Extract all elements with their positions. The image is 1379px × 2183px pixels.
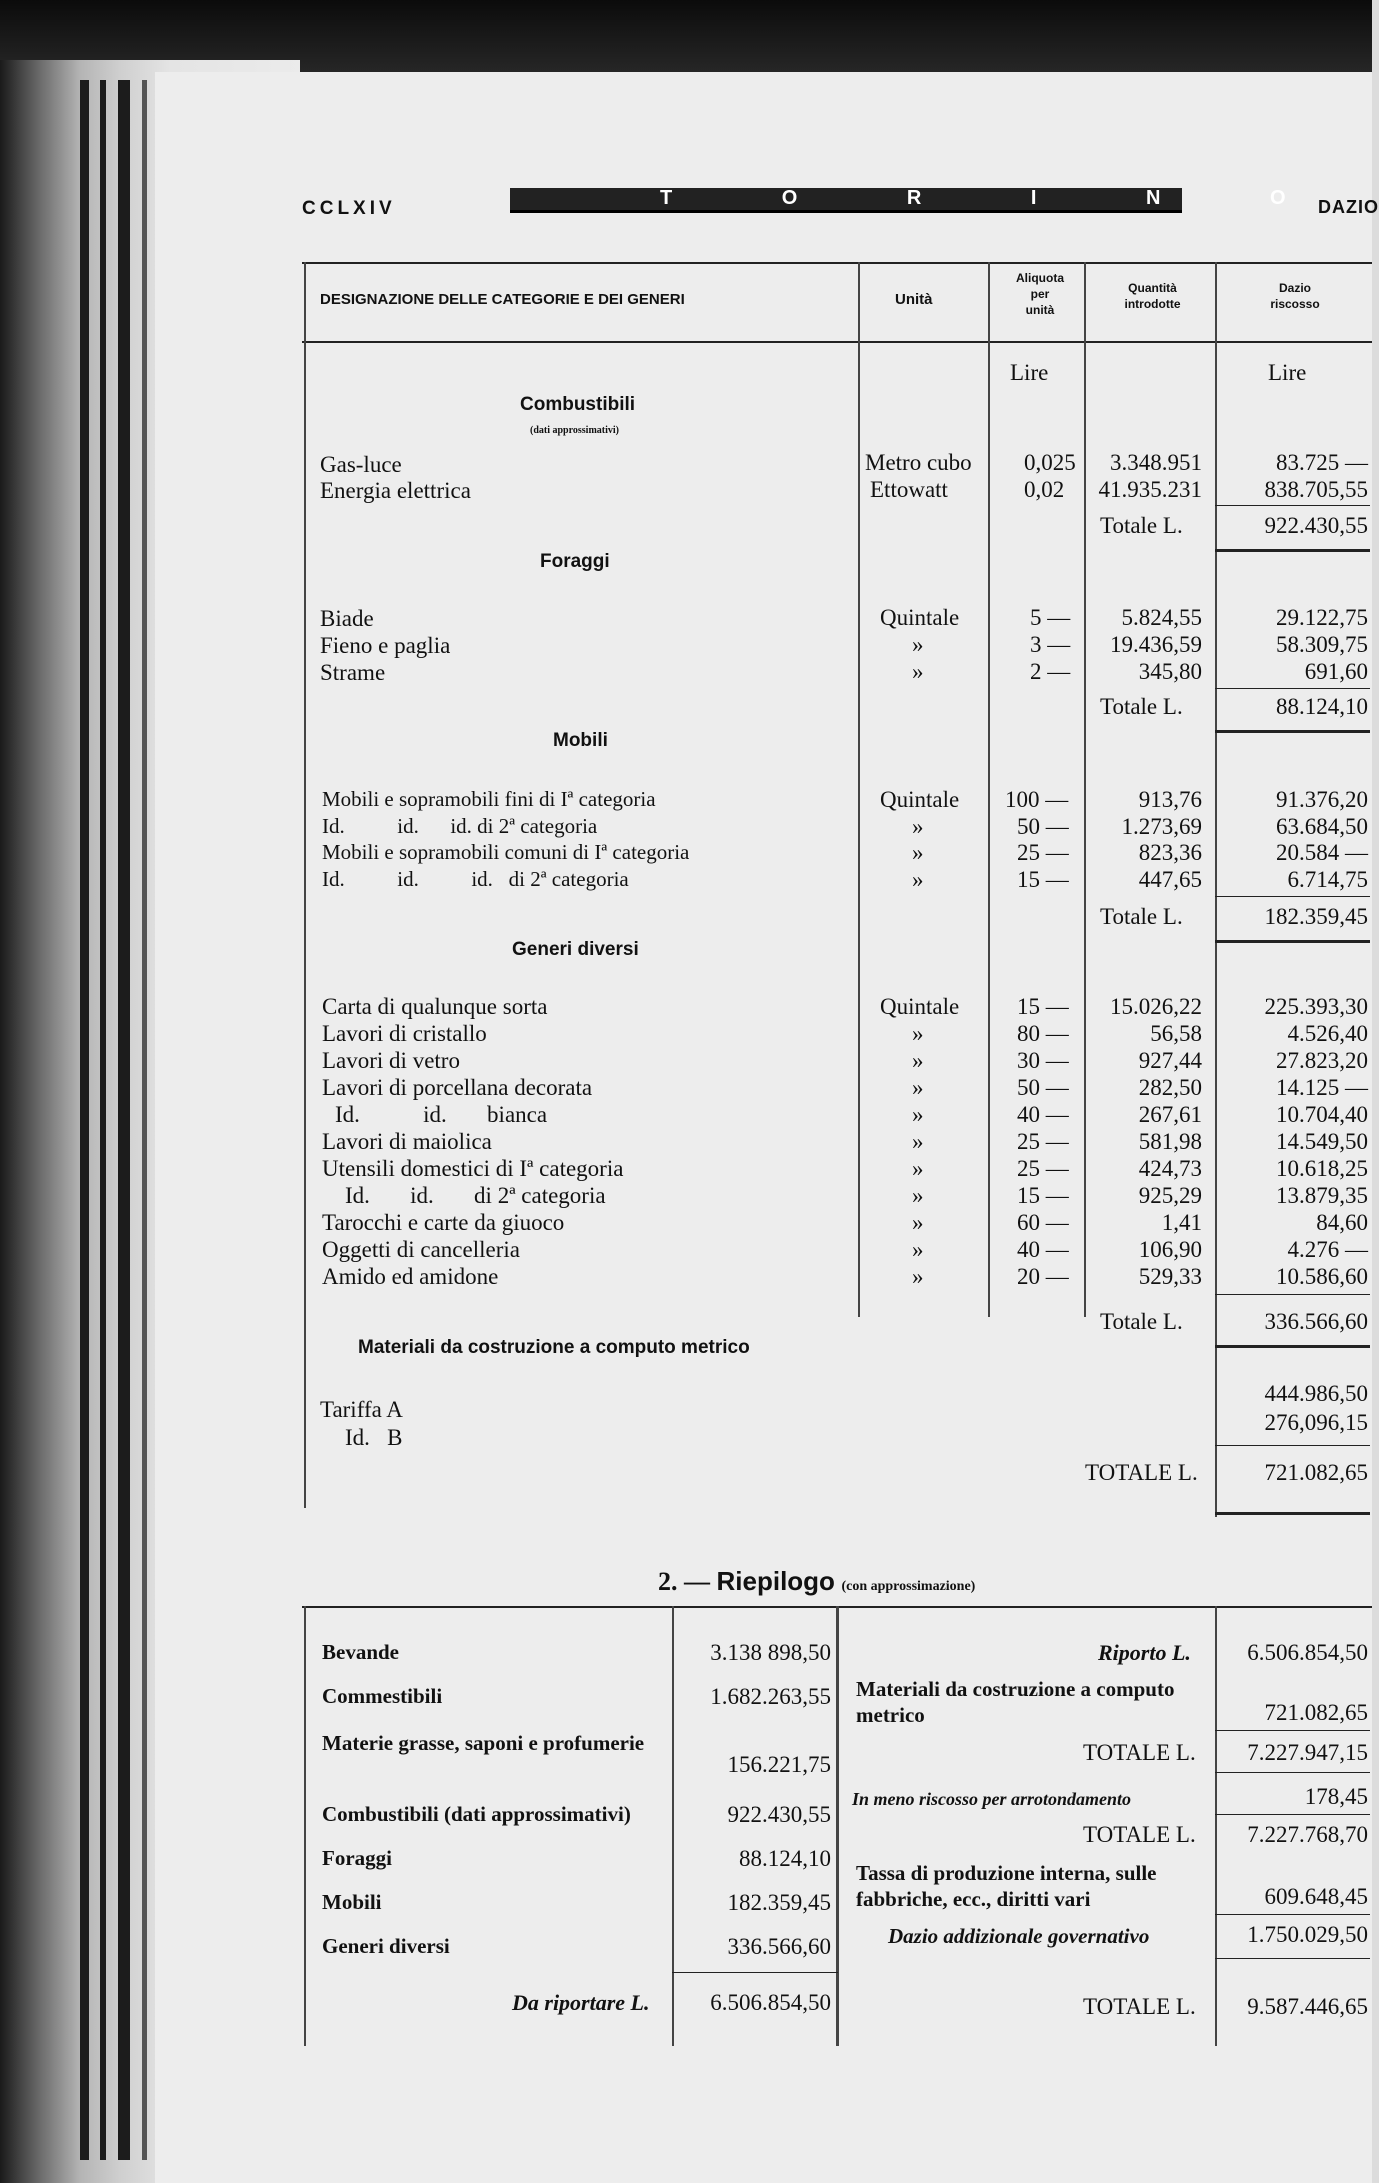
row-duty: 58.309,75 [1276,632,1368,657]
row-name: Energia elettrica [320,478,471,503]
subtotal-rule [1215,688,1370,689]
city-title: T O R I N O [660,187,1338,209]
row-duty: 4.276 — [1287,1237,1368,1262]
row-unit: » [912,1129,924,1154]
col-rule-rate [988,262,990,1317]
row-name: Tarocchi e carte da giuoco [322,1210,565,1235]
row-duty: 91.376,20 [1276,787,1368,812]
row-rate: 25 — [1017,840,1069,865]
materiali-total-label: TOTALE L. [1085,1460,1198,1485]
riepilogo-value: 7.227.947,15 [1247,1740,1368,1765]
row-name: Id. id. id. di 2ª categoria [322,814,598,838]
row-name: Lavori di porcellana decorata [322,1075,593,1100]
riepilogo-value: 609.648,45 [1264,1884,1368,1909]
row-name: Gas-luce [320,452,402,477]
row-duty: 63.684,50 [1276,814,1368,839]
subtotal-rule [1215,1445,1370,1446]
row-name: Mobili e sopramobili comuni di Iª categoria [322,840,690,864]
row-name: Fieno e paglia [320,633,451,658]
section-title: DAZIO [1318,197,1379,217]
riepilogo-label: TOTALE L. [1083,1994,1196,2019]
row-unit: Quintale [880,605,960,630]
row-unit: » [912,659,924,684]
row-unit: » [912,840,924,865]
row-rate: 50 — [1017,1075,1069,1100]
riepilogo-value: 3.138 898,50 [710,1640,831,1665]
row-rate: 100 — [1005,787,1069,812]
carry-rule [672,1972,838,1973]
riepilogo-label: In meno riscosso per arrotondamento [852,1789,1132,1809]
row-duty: 84,60 [1316,1210,1368,1235]
row-duty: 14.549,50 [1276,1129,1368,1154]
row-unit: » [912,814,924,839]
row-rate: 50 — [1017,814,1069,839]
row-qty: 267,61 [1138,1102,1202,1127]
col-header-duty: Dazio riscosso [1270,281,1320,311]
col-header-rate: Aliquota per unità [1016,271,1064,317]
riepilogo-value: 178,45 [1304,1784,1368,1809]
riepilogo-value: 7.227.768,70 [1247,1822,1368,1847]
subtotal-rule [1215,1914,1370,1915]
riepilogo-left-rule [304,1606,306,2046]
subtotal-rule [1215,1814,1370,1815]
riepilogo-value: 922.430,55 [727,1802,831,1827]
row-qty: 345,80 [1138,659,1202,684]
row-unit: » [912,1156,924,1181]
row-qty: 823,36 [1138,840,1202,865]
row-duty: 276,096,15 [1264,1410,1368,1435]
row-name: Carta di qualunque sorta [322,994,548,1019]
generi-total: 336.566,60 [1264,1309,1368,1334]
riepilogo-label: Foraggi [322,1846,392,1870]
row-duty: 13.879,35 [1276,1183,1368,1208]
riepilogo-label: TOTALE L. [1083,1822,1196,1847]
row-qty: 56,58 [1150,1021,1202,1046]
row-duty: 6.714,75 [1287,867,1368,892]
row-duty: 83.725 — [1276,450,1368,475]
table-left-rule [304,262,306,1508]
row-rate: 0,02 [1024,477,1065,502]
row-duty: 10.704,40 [1276,1102,1368,1127]
riepilogo-left-total-label: Da riportare L. [512,1990,650,2015]
mobili-total-label: Totale L. [1100,904,1183,929]
row-duty: 27.823,20 [1276,1048,1368,1073]
riepilogo-label: Mobili [322,1890,382,1914]
combustibili-total-label: Totale L. [1100,513,1183,538]
row-qty: 927,44 [1138,1048,1202,1073]
riepilogo-value: 156.221,75 [727,1752,831,1777]
total-rule [1215,730,1370,733]
col-header-designation: DESIGNAZIONE DELLE CATEGORIE E DEI GENERI [320,291,685,308]
row-qty: 581,98 [1138,1129,1202,1154]
row-name: Mobili e sopramobili fini di Iª categoria [322,787,656,811]
section-foraggi-title: Foraggi [540,551,610,572]
row-unit: Quintale [880,994,960,1019]
row-qty: 925,29 [1138,1183,1202,1208]
riepilogo-label: Materie grasse, saponi e profumerie [322,1731,645,1755]
row-qty: 447,65 [1138,867,1202,892]
row-rate: 40 — [1017,1102,1069,1127]
subtotal-rule [1215,1772,1370,1773]
col-rule-qty [1084,262,1086,1317]
row-duty: 691,60 [1304,659,1368,684]
page-number: CCLXIV [302,198,396,219]
subtotal-rule [1215,1730,1370,1731]
row-name: Lavori di maiolica [322,1129,492,1154]
row-rate: 20 — [1017,1264,1069,1289]
riepilogo-label: Bevande [322,1640,400,1664]
row-unit: Ettowatt [870,477,948,502]
riepilogo-center-rule [836,1606,839,2046]
table-header-rule [302,341,1372,343]
row-duty: 14.125 — [1276,1075,1368,1100]
row-duty: 20.584 — [1276,840,1368,865]
riepilogo-label: Materiali da costruzione a computo metrico [856,1677,1175,1727]
section-materiali-title: Materiali da costruzione a computo metrico [358,1337,750,1358]
combustibili-total: 922.430,55 [1264,513,1368,538]
currency-label-duty: Lire [1268,360,1307,385]
riepilogo-label: Combustibili (dati approssimativi) [322,1802,631,1826]
binding-stripe [118,80,130,2160]
subtotal-rule [1215,1294,1370,1295]
row-duty: 444.986,50 [1264,1381,1368,1406]
subtotal-rule [1215,896,1370,897]
row-rate: 0,025 [1024,450,1076,475]
row-unit: » [912,1021,924,1046]
row-unit: » [912,1102,924,1127]
mobili-total: 182.359,45 [1264,904,1368,929]
city-title-band [510,187,1338,213]
row-qty: 282,50 [1138,1075,1202,1100]
row-unit: » [912,1075,924,1100]
section-combustibili-subtitle: (dati approssimativi) [530,425,619,436]
riepilogo-right-value-rule [1215,1606,1217,2046]
riepilogo-left-total: 6.506.854,50 [710,1990,831,2015]
row-rate: 15 — [1017,994,1069,1019]
row-duty: 10.586,60 [1276,1264,1368,1289]
row-rate: 30 — [1017,1048,1069,1073]
row-qty: 5.824,55 [1121,605,1202,630]
foraggi-total-label: Totale L. [1100,694,1183,719]
row-unit: » [912,1237,924,1262]
row-qty: 106,90 [1138,1237,1202,1262]
riepilogo-left-value-rule [672,1606,674,2046]
row-name: Lavori di vetro [322,1048,460,1073]
binding-stripe [100,80,106,2160]
row-name: Id. B [345,1425,403,1450]
section-combustibili-title: Combustibili [520,394,636,415]
row-name: Id. id. id. di 2ª categoria [322,867,629,891]
row-name: Utensili domestici di Iª categoria [322,1156,624,1181]
row-rate: 40 — [1017,1237,1069,1262]
binding-stripe [142,80,147,2160]
col-rule-unit [858,262,860,1317]
row-qty: 1,41 [1161,1210,1202,1235]
row-rate: 25 — [1017,1156,1069,1181]
col-header-unit: Unità [895,291,933,308]
row-qty: 1.273,69 [1121,814,1202,839]
table-top-rule [302,262,1372,264]
row-name: Tariffa A [320,1397,403,1422]
row-rate: 80 — [1017,1021,1069,1046]
row-rate: 15 — [1017,1183,1069,1208]
riepilogo-value: 182.359,45 [727,1890,831,1915]
riepilogo-label: Riporto L. [1098,1640,1191,1665]
row-qty: 913,76 [1138,787,1202,812]
row-duty: 4.526,40 [1287,1021,1368,1046]
row-unit: » [912,1048,924,1073]
riepilogo-value: 721.082,65 [1264,1700,1368,1725]
foraggi-total: 88.124,10 [1276,694,1368,719]
row-duty: 10.618,25 [1276,1156,1368,1181]
row-name: Lavori di cristallo [322,1021,487,1046]
row-duty: 225.393,30 [1264,994,1368,1019]
row-name: Id. id. di 2ª categoria [345,1183,606,1208]
row-duty: 29.122,75 [1276,605,1368,630]
row-qty: 424,73 [1138,1156,1202,1181]
row-rate: 2 — [1030,659,1071,684]
binding-stripe [80,80,89,2160]
col-rule-duty [1215,262,1217,1517]
materiali-total: 721.082,65 [1264,1460,1368,1485]
riepilogo-value: 88.124,10 [739,1846,831,1871]
row-name: Amido ed amidone [322,1264,499,1289]
riepilogo-label: Commestibili [322,1684,443,1708]
riepilogo-label: Tassa di produzione interna, sulle fabbriche, ecc., diritti vari [856,1861,1157,1911]
currency-label-rate: Lire [1010,360,1049,385]
riepilogo-label: Generi diversi [322,1934,450,1958]
row-unit: » [912,632,924,657]
riepilogo-label: Dazio addizionale governativo [888,1924,1150,1948]
row-qty: 41.935.231 [1098,477,1202,502]
subtotal-rule [1215,1958,1370,1959]
row-name: Oggetti di cancelleria [322,1237,520,1262]
row-qty: 529,33 [1138,1264,1202,1289]
section-generi-title: Generi diversi [512,939,639,960]
row-rate: 25 — [1017,1129,1069,1154]
row-rate: 15 — [1017,867,1069,892]
row-name: Biade [320,606,374,631]
subtotal-rule [1215,505,1370,506]
row-qty: 3.348.951 [1110,450,1202,475]
riepilogo-value: 1.750.029,50 [1247,1922,1368,1947]
total-rule [1215,1512,1370,1515]
section-mobili-title: Mobili [553,730,608,751]
row-name: Id. id. bianca [335,1102,548,1127]
total-rule [1215,940,1370,943]
row-rate: 5 — [1030,605,1071,630]
row-unit: » [912,1264,924,1289]
generi-total-label: Totale L. [1100,1309,1183,1334]
row-unit: Metro cubo [865,450,972,475]
riepilogo-value: 336.566,60 [727,1934,831,1959]
row-unit: Quintale [880,787,960,812]
col-header-quantity: Quantità introdotte [1124,281,1181,311]
row-rate: 60 — [1017,1210,1069,1235]
row-unit: » [912,1183,924,1208]
row-qty: 19.436,59 [1110,632,1202,657]
row-rate: 3 — [1030,632,1071,657]
row-duty: 838.705,55 [1264,477,1368,502]
riepilogo-heading: 2. — Riepilogo (con approssimazione) [658,1566,976,1596]
row-unit: » [912,1210,924,1235]
row-name: Strame [320,660,386,685]
riepilogo-value: 1.682.263,55 [710,1684,831,1709]
total-rule [1215,1345,1370,1348]
riepilogo-label: TOTALE L. [1083,1740,1196,1765]
riepilogo-value: 6.506.854,50 [1247,1640,1368,1665]
row-unit: » [912,867,924,892]
total-rule [1215,549,1370,552]
riepilogo-value: 9.587.446,65 [1247,1994,1368,2019]
row-qty: 15.026,22 [1110,994,1202,1019]
